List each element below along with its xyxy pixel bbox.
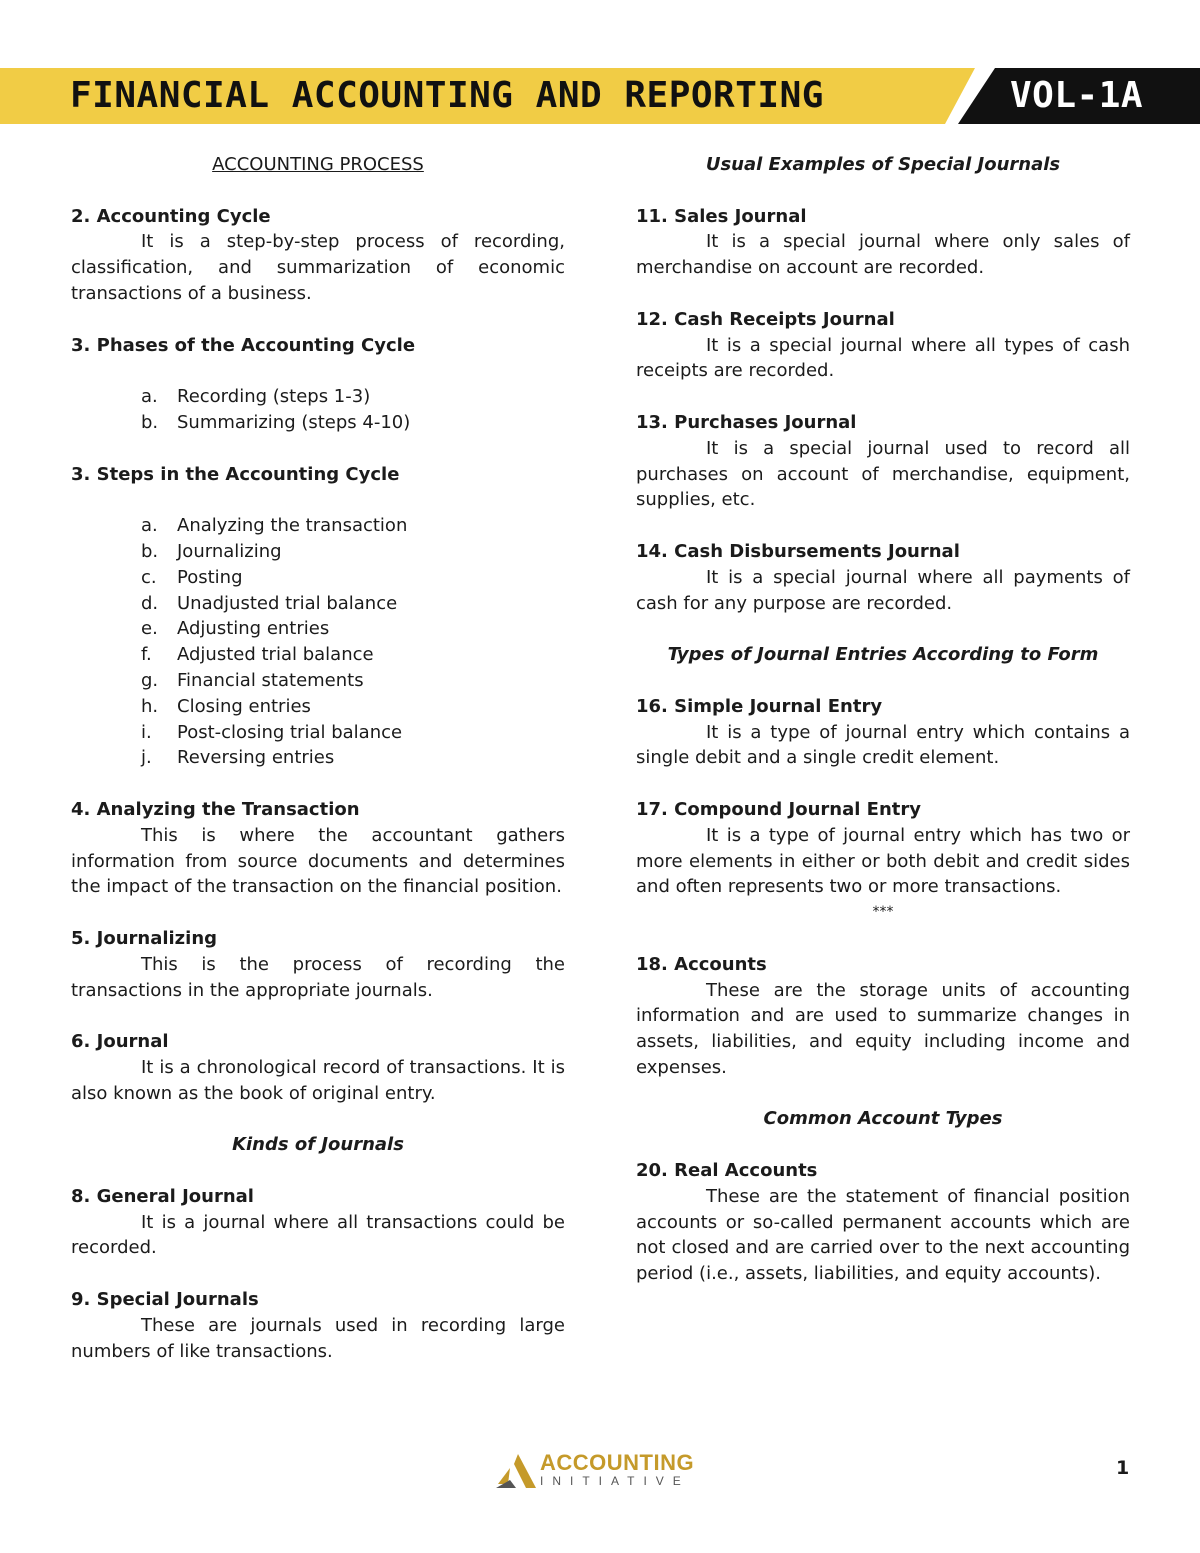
- para-simple-entry: It is a type of journal entry which contains a single debit and a single credit element.: [636, 721, 1130, 769]
- logo-subtitle: INITIATIVE: [540, 1474, 690, 1488]
- para-purchases-journal: It is a special journal used to record all purchases on account of merchandise, equipment, supplies, etc.: [636, 437, 1130, 511]
- heading-cash-disbursements-journal: 14. Cash Disbursements Journal: [636, 540, 960, 562]
- heading-special-journals: 9. Special Journals: [71, 1289, 259, 1311]
- list-marker: e.: [141, 618, 158, 640]
- para-general-journal: It is a journal where all transactions could be recorded.: [71, 1211, 565, 1259]
- list-item: [141, 513, 565, 539]
- list-marker: i.: [141, 721, 152, 743]
- list-item-text: Post-closing trial balance: [177, 721, 403, 743]
- list-item-text: Summarizing (steps 4-10): [177, 411, 411, 433]
- left-column: [71, 152, 565, 1364]
- list-marker: h.: [141, 695, 159, 717]
- list-item-text: Journalizing: [177, 540, 282, 562]
- subsection-types-of-entries: Types of Journal Entries According to Form: [667, 644, 1099, 666]
- heading-accounting-cycle: 2. Accounting Cycle: [71, 205, 271, 227]
- logo-wordmark: ACCOUNTING: [540, 1450, 695, 1475]
- list-item-text: Analyzing the transaction: [177, 515, 408, 537]
- para-compound-entry: It is a type of journal entry which has two or more elements in either or both debit and credit sides and often represents two or more transactions.: [636, 824, 1130, 898]
- list-marker: b.: [141, 411, 159, 433]
- para-analyzing: This is where the accountant gathers information from source documents and determines the impact of the transaction on the financial position.: [71, 824, 565, 898]
- list-item: [141, 668, 565, 694]
- section-separator: ***: [872, 904, 894, 921]
- steps-list: [141, 513, 565, 771]
- list-item: [141, 539, 565, 565]
- right-column: [636, 152, 1130, 1287]
- heading-journalizing: 5. Journalizing: [71, 927, 218, 949]
- document-title: FINANCIAL ACCOUNTING AND REPORTING: [70, 75, 824, 116]
- para-accounts: These are the storage units of accounting information and are used to summarize changes in assets, liabilities, and equity including income and expenses.: [636, 979, 1130, 1078]
- list-marker: d.: [141, 592, 159, 614]
- para-real-accounts: These are the statement of financial position accounts or so-called permanent accounts which are not closed and are carried over to the next accounting period (i.e., assets, liabilities, and equity accounts).: [636, 1185, 1130, 1285]
- list-marker: f.: [141, 644, 152, 666]
- list-item-text: Adjusted trial balance: [177, 644, 374, 666]
- heading-analyzing: 4. Analyzing the Transaction: [71, 798, 360, 820]
- heading-simple-entry: 16. Simple Journal Entry: [636, 695, 883, 717]
- list-item-text: Recording (steps 1-3): [177, 386, 371, 408]
- heading-cash-receipts-journal: 12. Cash Receipts Journal: [636, 308, 895, 330]
- heading-phases: 3. Phases of the Accounting Cycle: [71, 334, 416, 356]
- list-marker: a.: [141, 386, 158, 408]
- logo-mark-icon: [496, 1454, 536, 1488]
- list-item: [141, 565, 565, 591]
- subsection-usual-examples: Usual Examples of Special Journals: [705, 154, 1061, 175]
- list-marker: c.: [141, 566, 157, 588]
- list-marker: b.: [141, 540, 159, 562]
- heading-sales-journal: 11. Sales Journal: [636, 205, 807, 227]
- volume-label: VOL-1A: [1010, 75, 1144, 116]
- heading-accounts: 18. Accounts: [636, 953, 767, 975]
- subsection-common-account-types: Common Account Types: [763, 1108, 1003, 1130]
- list-item: [141, 591, 565, 617]
- para-sales-journal: It is a special journal where only sales of merchandise on account are recorded.: [636, 231, 1130, 279]
- list-item: [141, 642, 565, 668]
- para-journal: It is a chronological record of transactions. It is also known as the book of original entry.: [71, 1056, 565, 1104]
- list-item-text: Unadjusted trial balance: [177, 592, 398, 614]
- list-item: [141, 745, 565, 771]
- list-item: [141, 384, 565, 410]
- para-cash-receipts-journal: It is a special journal where all types of cash receipts are recorded.: [636, 334, 1130, 382]
- para-special-journals: These are journals used in recording large numbers of like transactions.: [71, 1314, 565, 1362]
- para-journalizing: This is the process of recording the transactions in the appropriate journals.: [71, 953, 565, 1001]
- header-banner: [0, 0, 1200, 130]
- subsection-kinds-of-journals: Kinds of Journals: [232, 1134, 404, 1156]
- heading-real-accounts: 20. Real Accounts: [636, 1160, 818, 1182]
- footer-logo: [496, 1450, 706, 1494]
- list-item: [141, 410, 565, 436]
- list-marker: a.: [141, 515, 158, 537]
- heading-purchases-journal: 13. Purchases Journal: [636, 411, 857, 433]
- list-item-text: Closing entries: [177, 695, 311, 717]
- list-item: [141, 720, 565, 746]
- list-item-text: Posting: [177, 566, 243, 588]
- list-marker: g.: [141, 669, 159, 691]
- para-accounting-cycle: It is a step-by-step process of recording, classification, and summarization of economic transactions of a business.: [71, 231, 565, 304]
- phases-list: [141, 384, 565, 436]
- heading-compound-entry: 17. Compound Journal Entry: [636, 798, 921, 820]
- list-marker: j.: [141, 747, 152, 769]
- heading-steps: 3. Steps in the Accounting Cycle: [71, 463, 400, 485]
- list-item-text: Adjusting entries: [177, 618, 330, 640]
- list-item-text: Financial statements: [177, 669, 364, 691]
- section-title: ACCOUNTING PROCESS: [212, 154, 424, 175]
- list-item-text: Reversing entries: [177, 747, 335, 769]
- list-item: [141, 616, 565, 642]
- heading-journal: 6. Journal: [71, 1031, 169, 1053]
- heading-general-journal: 8. General Journal: [71, 1185, 254, 1207]
- page-number: 1: [1116, 1457, 1130, 1479]
- list-item: [141, 694, 565, 720]
- para-cash-disbursements-journal: It is a special journal where all payments of cash for any purpose are recorded.: [636, 566, 1130, 614]
